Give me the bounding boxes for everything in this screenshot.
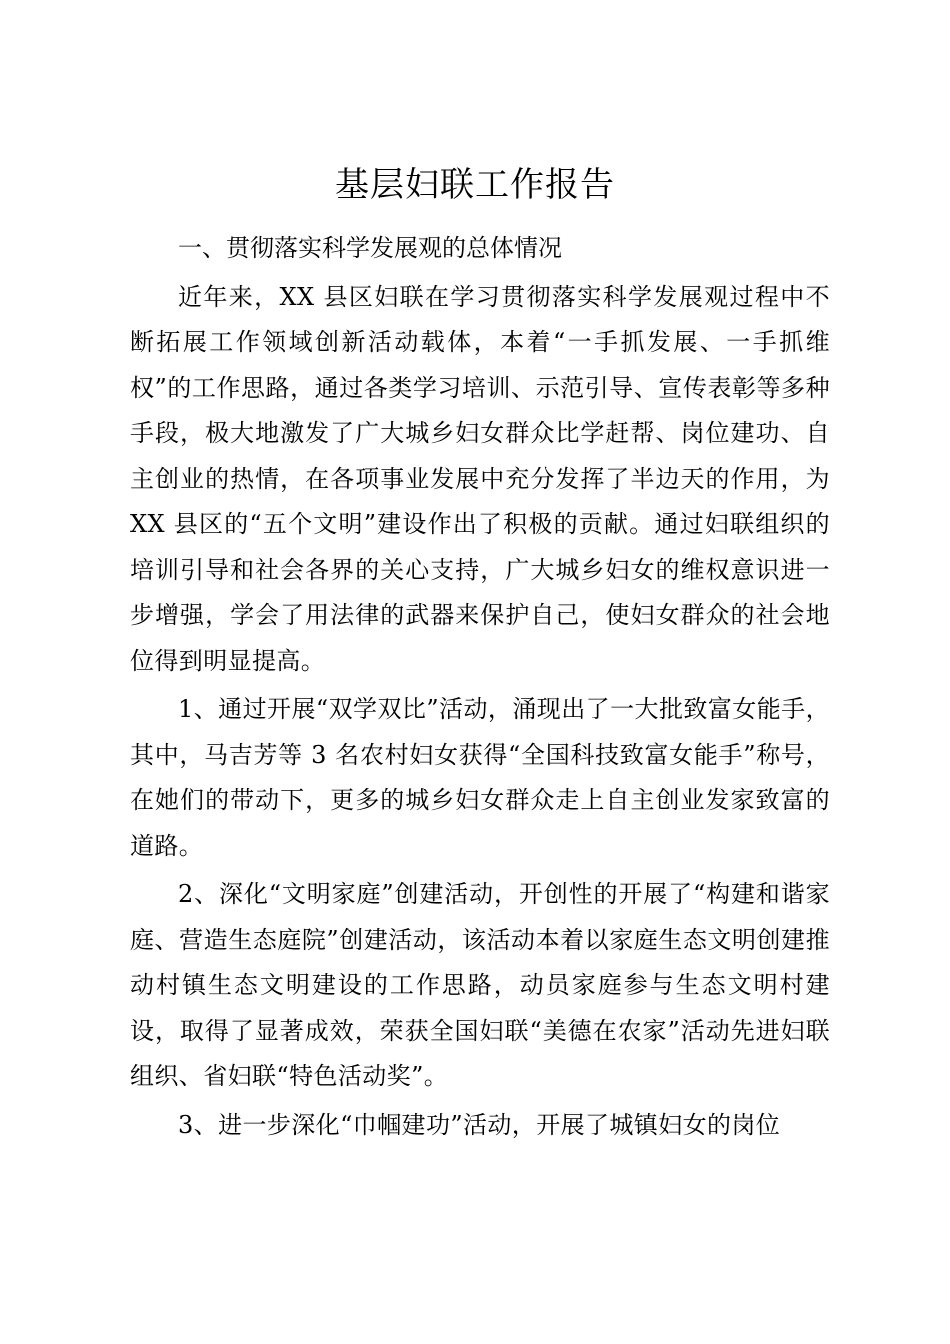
document-body — [130, 226, 830, 1148]
document-title: 基层妇联工作报告 — [335, 165, 615, 205]
paragraph-item-3: 3、进一步深化“巾帼建功”活动，开展了城镇妇女的岗位 — [178, 1110, 781, 1139]
paragraph-intro: 近年来，XX 县区妇联在学习贯彻落实科学发展观过程中不断拓展工作领域创新活动载体，本着“一手抓发展、一手抓维权”的工作思路，通过各类学习培训、示范引导、宣传表彰等多种手段，极大地激发了广大城乡妇女群众比学赶帮、岗位建功、自主创业的热情，在各项事业发展中充分发挥了半边天的作用，为 XX 县区的“五个文明”建设作出了积极的贡献。通过妇联组织的培训引导和社会各界的关心支持，广大城乡妇女的维权意识进一步增强，学会了用法律的武器来保护自己，使妇女群众的社会地位得到明显提高。 — [130, 282, 830, 675]
section-heading: 一、贯彻落实科学发展观的总体情况 — [178, 234, 562, 262]
paragraph-item-2: 2、深化“文明家庭”创建活动，开创性的开展了“构建和谐家庭、营造生态庭院”创建活动，该活动本着以家庭生态文明创建推动村镇生态文明建设的工作思路，动员家庭参与生态文明村建设，取得了显著成效，荣获全国妇联“美德在农家”活动先进妇联组织、省妇联“特色活动奖”。 — [130, 880, 830, 1090]
paragraph-item-1: 1、通过开展“双学双比”活动，涌现出了一大批致富女能手，其中，马吉芳等 3 名农村妇女获得“全国科技致富女能手”称号，在她们的带动下，更多的城乡妇女群众走上自主创业发家致富的道路。 — [130, 695, 830, 860]
